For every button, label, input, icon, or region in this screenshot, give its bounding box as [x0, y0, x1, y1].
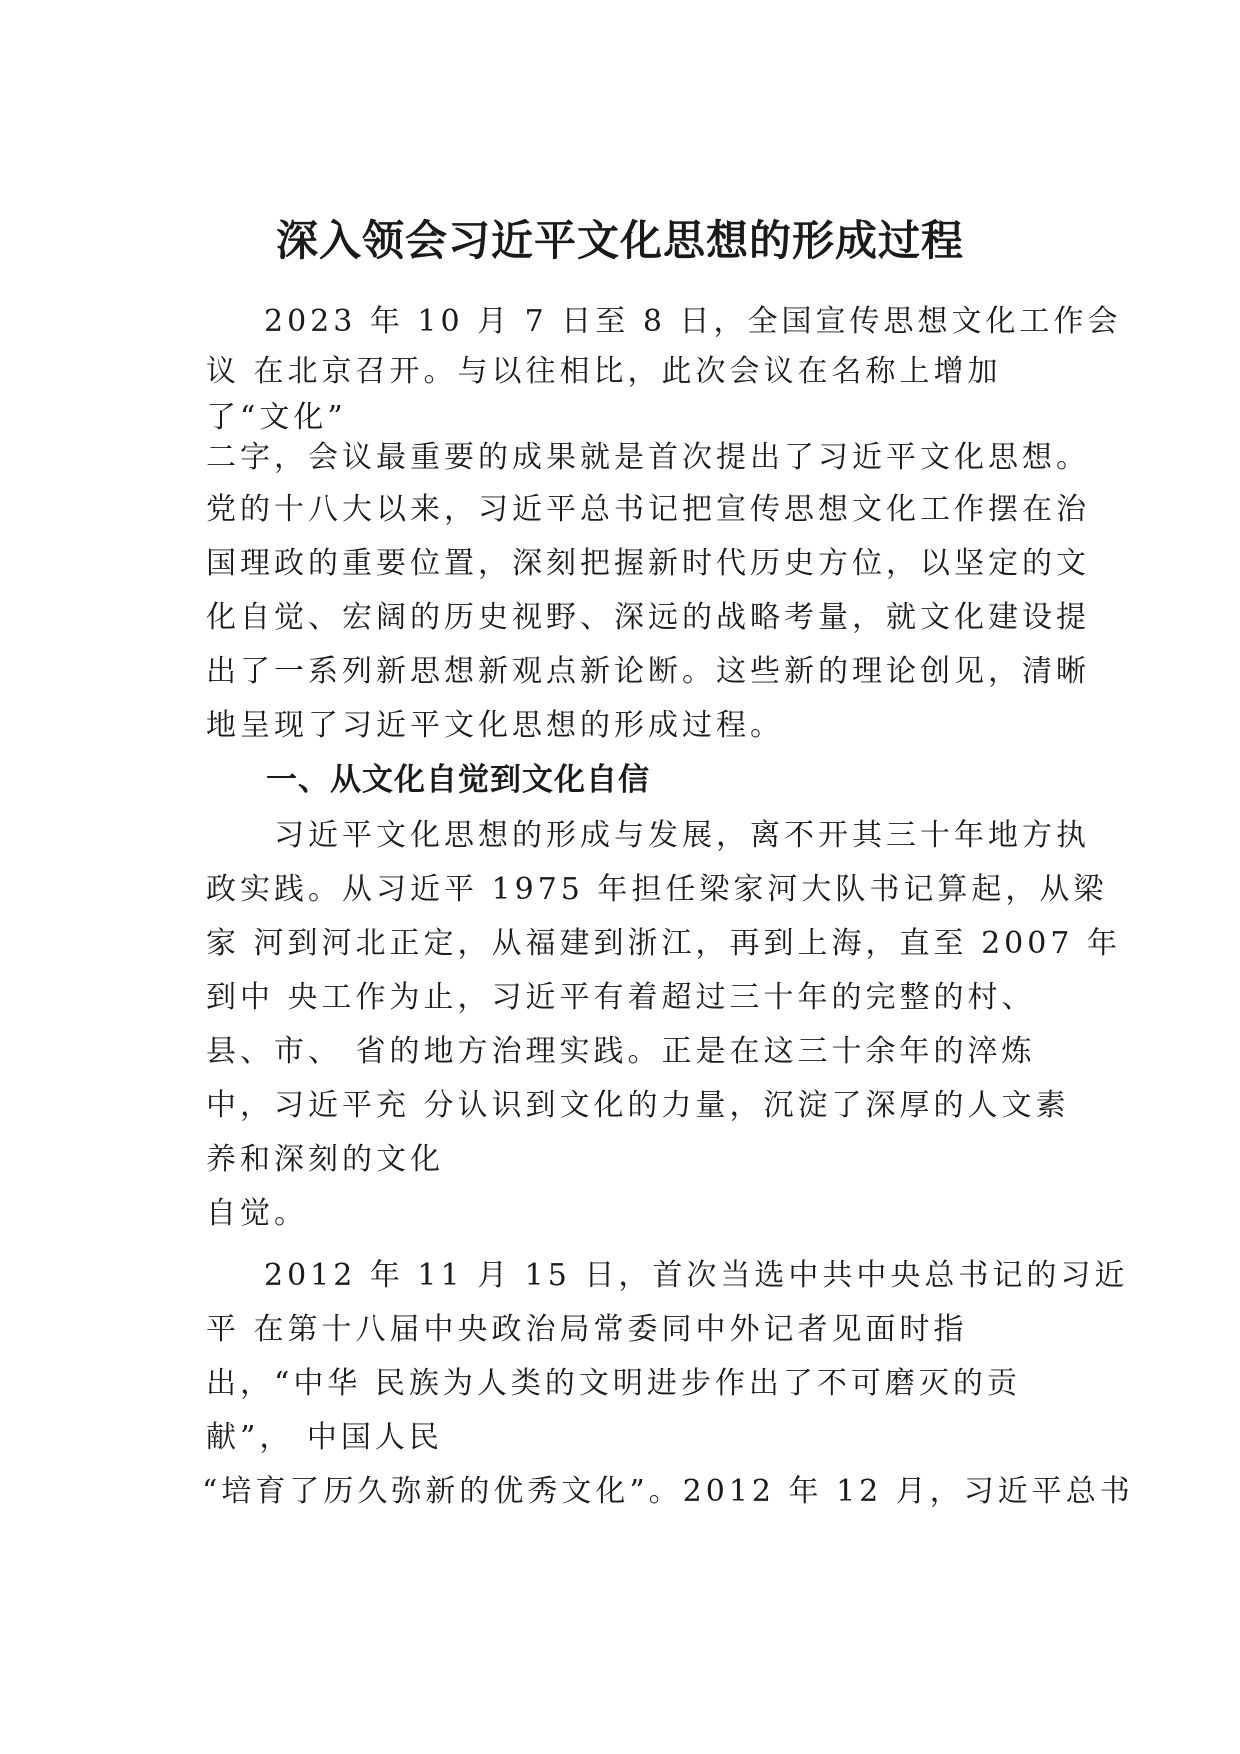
section-heading: 一、从文化自觉到文化自信 — [266, 762, 650, 798]
paragraph-line: 议 在北京召开。与以往相比，此次会议在名称上增加 — [206, 354, 1002, 389]
paragraph-line: 党的十八大以来，习近平总书记把宣传思想文化工作摆在治 — [206, 492, 1090, 527]
paragraph-line: 2023 年 10 月 7 日至 8 日，全国宣传思想文化工作会 — [264, 304, 1122, 339]
paragraph-line: 县、市、 省的地方治理实践。正是在这三十余年的淬炼 — [206, 1034, 1036, 1069]
paragraph-line: 地呈现了习近平文化思想的形成过程。 — [206, 708, 784, 743]
paragraph-line: 2012 年 11 月 15 日，首次当选中共中央总书记的习近 — [264, 1258, 1129, 1293]
paragraph-line: 自觉。 — [206, 1196, 308, 1231]
paragraph-line: 政实践。从习近平 1975 年担任梁家河大队书记算起，从梁 — [206, 872, 1108, 907]
paragraph-line: 二字，会议最重要的成果就是首次提出了习近平文化思想。 — [206, 440, 1090, 475]
paragraph-line: 平 在第十八届中央政治局常委同中外记者见面时指 — [206, 1312, 968, 1347]
paragraph-line: 中，习近平充 分认识到文化的力量，沉淀了深厚的人文素 — [206, 1088, 1070, 1123]
paragraph-line: 到中 央工作为止，习近平有着超过三十年的完整的村、 — [206, 980, 1036, 1015]
paragraph-line: 养和深刻的文化 — [206, 1142, 444, 1177]
paragraph-line: 献”， 中国人民 — [206, 1420, 443, 1455]
paragraph-line: 化自觉、宏阔的历史视野、深远的战略考量，就文化建设提 — [206, 600, 1090, 635]
document-title: 深入领会习近平文化思想的形成过程 — [275, 216, 964, 265]
paragraph-line: 了“文化” — [206, 400, 347, 435]
paragraph-line: 出了一系列新思想新观点新论断。这些新的理论创见，清晰 — [206, 654, 1090, 689]
paragraph-line: 国理政的重要位置，深刻把握新时代历史方位，以坚定的文 — [206, 546, 1090, 581]
paragraph-line: 出，“中华 民族为人类的文明进步作出了不可磨灭的贡 — [206, 1366, 1021, 1401]
paragraph-line: “培育了历久弥新的优秀文化”。2012 年 12 月，习近平总书 — [202, 1474, 1134, 1509]
paragraph-line: 习近平文化思想的形成与发展，离不开其三十年地方执 — [274, 818, 1090, 853]
paragraph-line: 家 河到河北正定，从福建到浙江，再到上海，直至 2007 年 — [206, 926, 1121, 961]
